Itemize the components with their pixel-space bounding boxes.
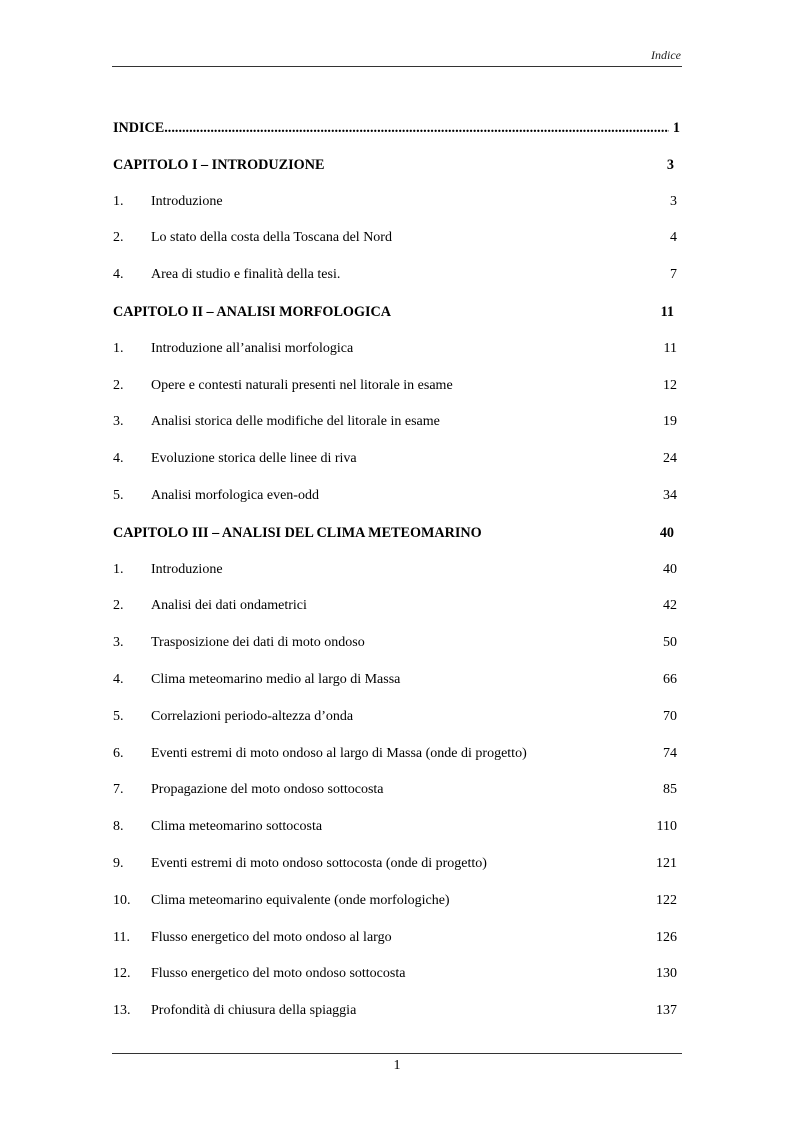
toc-section-number: 1. [113, 561, 124, 577]
toc-section-page: 74 [663, 745, 677, 761]
toc-section-number: 13. [113, 1003, 131, 1019]
toc-section-title: Opere e contesti naturali presenti nel litorale in esame [151, 377, 453, 393]
toc-chapter-page: 11 [660, 303, 674, 320]
toc-index-entry[interactable] [113, 110, 680, 147]
toc-chapter-title: CAPITOLO I – INTRODUZIONE [113, 156, 325, 173]
toc-section-entry[interactable] [113, 368, 680, 405]
toc-section-page: 121 [656, 855, 677, 871]
toc-section-number: 2. [113, 377, 124, 393]
toc-section-number: 9. [113, 855, 124, 871]
toc-section-entry[interactable] [113, 331, 680, 368]
toc-section-entry[interactable] [113, 699, 680, 736]
toc-section-page: 50 [663, 635, 677, 651]
toc-chapter-entry[interactable] [113, 147, 680, 184]
toc-section-page: 34 [663, 487, 677, 503]
toc-section-title: Flusso energetico del moto ondoso sottocosta [151, 966, 406, 982]
toc-section-page: 40 [663, 561, 677, 577]
toc-section-entry[interactable] [113, 772, 680, 809]
toc-section-page: 42 [663, 598, 677, 614]
toc-section-entry[interactable] [113, 257, 680, 294]
toc-section-title: Flusso energetico del moto ondoso al largo [151, 929, 392, 945]
toc-section-entry[interactable] [113, 736, 680, 773]
toc-chapter-page: 40 [659, 524, 674, 541]
toc-section-entry[interactable] [113, 552, 680, 589]
toc-section-page: 11 [663, 340, 677, 356]
toc-section-number: 5. [113, 487, 124, 503]
running-header: Indice [651, 48, 681, 62]
toc-section-number: 4. [113, 451, 124, 467]
toc-section-number: 7. [113, 782, 124, 798]
toc-section-entry[interactable] [113, 809, 680, 846]
toc-section-number: 1. [113, 193, 124, 209]
toc-section-title: Analisi storica delle modifiche del litorale in esame [151, 414, 440, 430]
toc-section-title: Profondità di chiusura della spiaggia [151, 1003, 357, 1019]
toc-section-number: 5. [113, 708, 124, 724]
toc-section-entry[interactable] [113, 920, 680, 957]
toc-section-page: 3 [670, 193, 677, 209]
toc-section-title: Eventi estremi di moto ondoso sottocosta (onde di progetto) [151, 855, 487, 871]
toc-section-title: Clima meteomarino equivalente (onde morfologiche) [151, 892, 450, 908]
toc-section-number: 8. [113, 819, 124, 835]
toc-section-page: 70 [663, 708, 677, 724]
toc-section-page: 24 [663, 451, 677, 467]
toc-section-page: 12 [663, 377, 677, 393]
toc-chapter-title: CAPITOLO II – ANALISI MORFOLOGICA [113, 303, 392, 320]
toc-section-page: 19 [663, 414, 677, 430]
footer-rule [112, 1053, 682, 1054]
toc-section-number: 2. [113, 230, 124, 246]
toc-section-entry[interactable] [113, 404, 680, 441]
toc-section-title: Introduzione [151, 193, 223, 209]
toc-section-title: Clima meteomarino sottocosta [151, 819, 323, 835]
toc-section-number: 3. [113, 414, 124, 430]
toc-section-page: 130 [656, 966, 677, 982]
toc-section-title: Propagazione del moto ondoso sottocosta [151, 782, 384, 798]
toc-section-number: 11. [113, 929, 130, 945]
toc-section-title: Analisi dei dati ondametrici [151, 598, 307, 614]
toc-section-entry[interactable] [113, 993, 680, 1030]
table-of-contents [113, 110, 680, 1030]
toc-section-title: Clima meteomarino medio al largo di Massa [151, 671, 401, 687]
toc-section-page: 66 [663, 671, 677, 687]
toc-section-entry[interactable] [113, 478, 680, 515]
toc-section-number: 1. [113, 340, 124, 356]
toc-section-number: 2. [113, 598, 124, 614]
toc-section-number: 4. [113, 267, 124, 283]
toc-chapter-entry[interactable] [113, 515, 680, 552]
toc-section-page: 7 [670, 267, 677, 283]
toc-section-page: 126 [656, 929, 677, 945]
toc-section-title: Lo stato della costa della Toscana del Nord [151, 230, 392, 246]
page-number: 1 [393, 1058, 401, 1073]
toc-section-title: Area di studio e finalità della tesi. [151, 267, 341, 283]
toc-section-entry[interactable] [113, 956, 680, 993]
toc-section-number: 4. [113, 671, 124, 687]
toc-section-number: 12. [113, 966, 131, 982]
toc-chapter-page: 3 [666, 156, 674, 173]
toc-section-page: 4 [670, 230, 677, 246]
toc-section-entry[interactable] [113, 883, 680, 920]
toc-chapter-title: CAPITOLO III – ANALISI DEL CLIMA METEOMARINO [113, 524, 482, 541]
toc-section-title: Introduzione all’analisi morfologica [151, 340, 354, 356]
toc-section-page: 122 [656, 892, 677, 908]
toc-entry-title: INDICE [113, 120, 165, 136]
toc-section-entry[interactable] [113, 846, 680, 883]
toc-entry-page: 1 [672, 120, 680, 136]
toc-section-entry[interactable] [113, 625, 680, 662]
toc-section-page: 110 [656, 819, 677, 835]
toc-section-entry[interactable] [113, 662, 680, 699]
toc-section-entry[interactable] [113, 441, 680, 478]
toc-section-title: Trasposizione dei dati di moto ondoso [151, 635, 365, 651]
toc-section-page: 137 [656, 1003, 677, 1019]
toc-section-page: 85 [663, 782, 677, 798]
toc-section-number: 6. [113, 745, 124, 761]
toc-section-entry[interactable] [113, 184, 680, 221]
toc-section-title: Evoluzione storica delle linee di riva [151, 451, 357, 467]
header-rule [112, 66, 682, 67]
toc-chapter-entry[interactable] [113, 294, 680, 331]
toc-section-entry[interactable] [113, 588, 680, 625]
toc-section-entry[interactable] [113, 220, 680, 257]
toc-section-title: Eventi estremi di moto ondoso al largo di Massa (onde di progetto) [151, 745, 527, 761]
toc-section-number: 10. [113, 892, 131, 908]
toc-section-title: Introduzione [151, 561, 223, 577]
toc-section-title: Analisi morfologica even-odd [151, 487, 319, 503]
toc-section-number: 3. [113, 635, 124, 651]
dot-leader [164, 110, 669, 147]
toc-section-title: Correlazioni periodo-altezza d’onda [151, 708, 354, 724]
